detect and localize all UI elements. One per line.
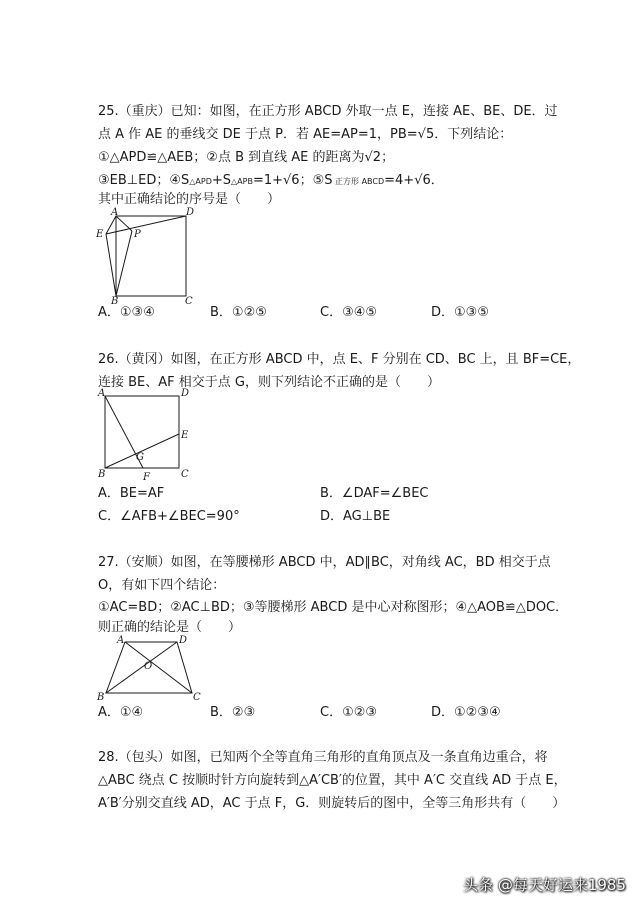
q25-label-b: B: [111, 296, 119, 307]
q26-option-d[interactable]: D．AG⊥BE: [320, 509, 391, 524]
q27-diagonal-ac: [125, 642, 192, 693]
q25-label-c: C: [185, 296, 193, 307]
q26-label-c: C: [181, 469, 189, 480]
q27-figure: [94, 632, 214, 704]
q27-label-b: B: [97, 692, 105, 703]
q26-figure: [94, 386, 194, 486]
q25-option-b[interactable]: B．①②⑤: [210, 305, 267, 320]
q25-option-d[interactable]: D．①③⑤: [431, 305, 489, 320]
q25-label-d: D: [186, 207, 195, 218]
q27-label-c: C: [193, 692, 201, 703]
q25-option-a[interactable]: A．①③④: [98, 305, 155, 320]
q25-line-3: ①△APD≌△AEB；②点 B 到直线 AE 的距离为√2；: [98, 150, 395, 165]
q26-option-a[interactable]: A．BE=AF: [98, 486, 165, 501]
q25-segment-eb: [106, 234, 116, 296]
q27-option-b[interactable]: B．②③: [210, 705, 256, 720]
q25-label-p: P: [134, 229, 141, 240]
q26-label-b: B: [98, 469, 106, 480]
q26-line-2: 连接 BE、AF 相交于点 G，则下列结论不正确的是（ ）: [98, 375, 440, 390]
q25-square: [116, 216, 186, 296]
q26-line-1: 26.（黄冈）如图，在正方形 ABCD 中，点 E、F 分别在 CD、BC 上，且 BF=CE，: [98, 352, 581, 367]
q26-option-b[interactable]: B．∠DAF=∠BEC: [320, 486, 429, 501]
q27-line-2: O，有如下四个结论：: [98, 578, 226, 593]
q25-segment-ed: [106, 216, 186, 234]
q25-line-1: 25.（重庆）已知：如图，在正方形 ABCD 外取一点 E，连接 AE、BE、DE．过: [98, 104, 558, 119]
q28-line-3: A′B′分别交直线 AD，AC 于点 F，G．则旋转后的图中，全等三角形共有（ ）: [98, 796, 566, 811]
watermark: 头条 @每天好运来1985: [463, 876, 626, 894]
q25-line-5: 其中正确结论的序号是（ ）: [98, 192, 281, 207]
q26-label-f: F: [143, 472, 150, 483]
q26-label-d: D: [181, 388, 190, 399]
q25-label-a: A: [111, 207, 119, 218]
q25-figure: [94, 206, 194, 306]
q25-label-e: E: [96, 229, 104, 240]
q28-line-2: △ABC 绕点 C 按顺时针方向旋转到△A′CB′的位置，其中 A′C 交直线 AD 于点 E，: [98, 773, 567, 788]
q26-label-a: A: [98, 388, 106, 399]
q26-option-c[interactable]: C．∠AFB+∠BEC=90°: [98, 509, 240, 524]
q27-label-d: D: [179, 635, 188, 646]
q27-label-a: A: [117, 635, 125, 646]
q27-option-a[interactable]: A．①④: [98, 705, 144, 720]
q27-line-3: ①AC=BD；②AC⊥BD；③等腰梯形 ABCD 是中心对称图形；④△AOB≌△DOC．: [98, 600, 569, 615]
q25-segment-pb: [116, 231, 132, 296]
q26-label-g: G: [136, 452, 144, 463]
q25-line-2: 点 A 作 AE 的垂线交 DE 于点 P．若 AE=AP=1，PB=√5．下列结论：: [98, 127, 513, 142]
q27-option-d[interactable]: D．①②③④: [431, 705, 501, 720]
q27-line-4: 则正确的结论是（ ）: [98, 620, 242, 635]
q25-line-4: ③EB⊥ED；④S△APD+S△APB=1+√6；⑤S 正方形 ABCD=4+√6．: [98, 173, 444, 188]
q27-diagonal-bd: [106, 642, 177, 693]
q27-option-c[interactable]: C．①②③: [320, 705, 378, 720]
q25-option-c[interactable]: C．③④⑤: [320, 305, 378, 320]
q28-line-1: 28.（包头）如图，已知两个全等直角三角形的直角顶点及一条直角边重合，将: [98, 750, 548, 765]
q27-line-1: 27.（安顺）如图，在等腰梯形 ABCD 中，AD∥BC，对角线 AC，BD 相交于点: [98, 555, 551, 570]
q27-label-o: O: [144, 661, 153, 672]
q26-label-e: E: [181, 430, 189, 441]
